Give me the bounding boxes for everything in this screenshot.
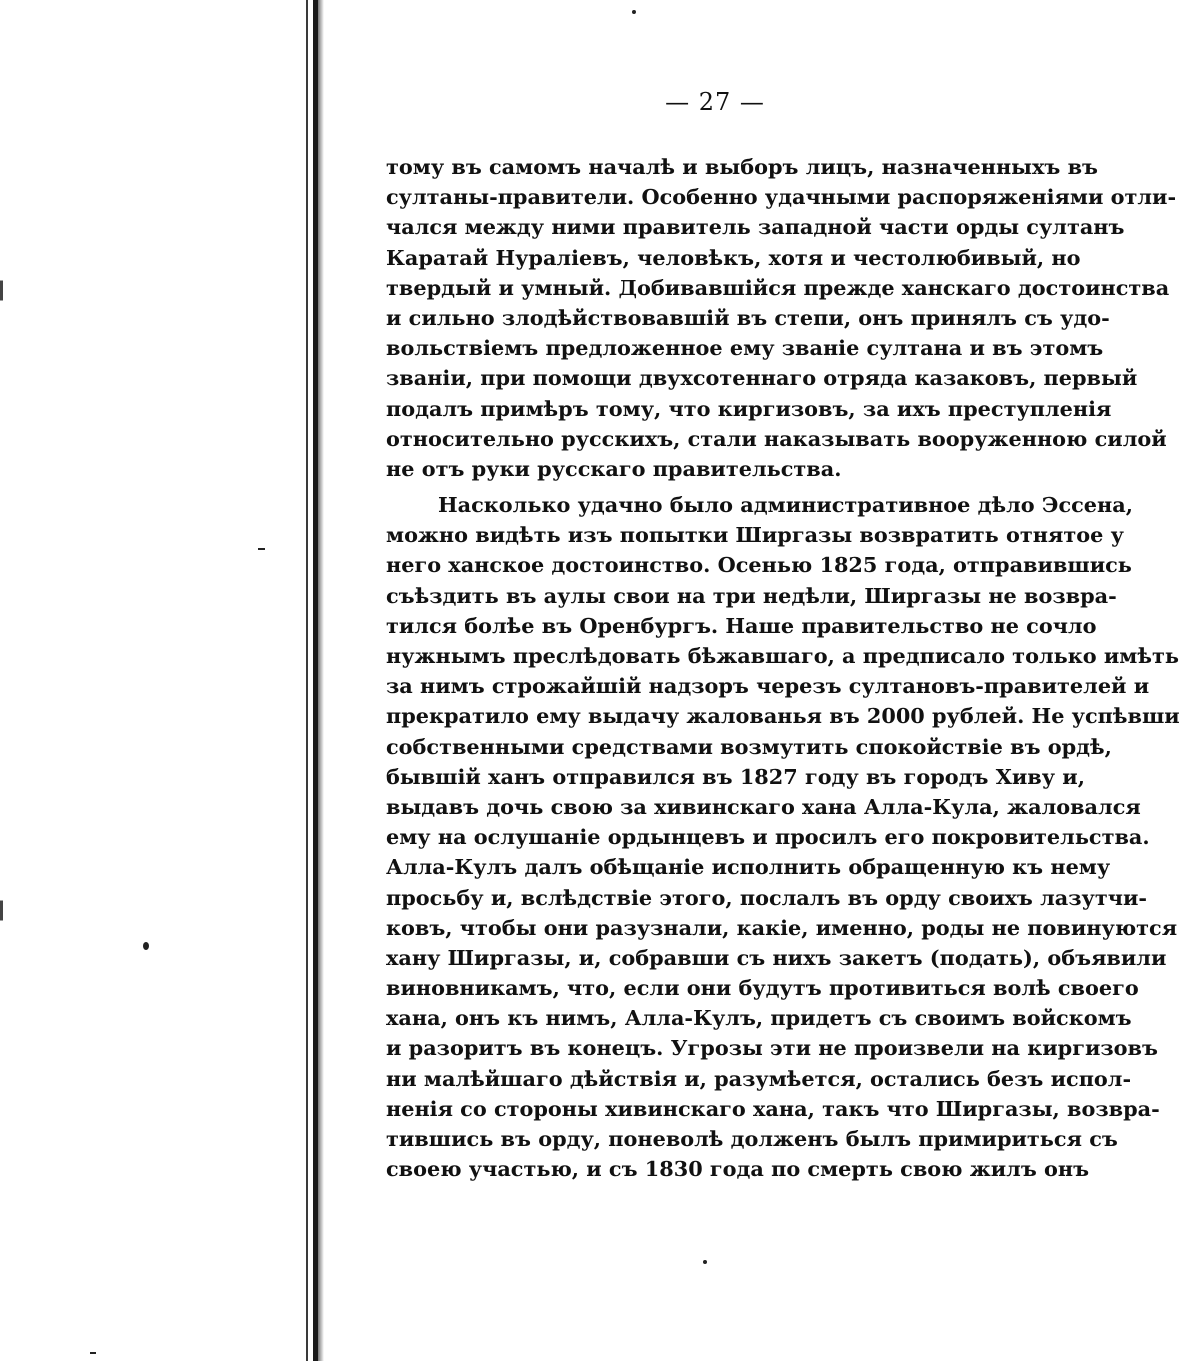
text-line: ни малѣйшаго дѣйствiя и, разумѣется, остались безъ испол-: [386, 1065, 1132, 1091]
gutter-line-inner: [306, 0, 308, 1361]
text-line: ковъ, чтобы они разузнали, какiе, именно, роды не повинуются: [386, 914, 1178, 940]
scan-speck: [90, 1352, 96, 1354]
text-line: и разоритъ въ конецъ. Угрозы эти не произвели на киргизовъ: [386, 1035, 1158, 1061]
text-line: ненiя со стороны хивинскаго хана, такъ что Ширгазы, возвра-: [386, 1095, 1160, 1121]
text-line: тому въ самомъ началѣ и выборъ лицъ, назначенныхъ въ: [386, 154, 1099, 179]
scan-edge: [0, 0, 3, 1361]
left-margin: [0, 0, 306, 1361]
text-line: званiи, при помощи двухсотеннаго отряда казаковъ, первый: [386, 365, 1138, 391]
text-line: не отъ руки русскаго правительства.: [386, 455, 842, 481]
text-line: просьбу и, вслѣдствiе этого, послалъ въ орду своихъ лазутчи-: [386, 884, 1148, 910]
text-line: съѣздить въ аулы свои на три недѣли, Ширгазы не возвра-: [386, 582, 1117, 608]
text-line: выдавъ дочь свою за хивинскаго хана Алла-Кула, жаловался: [386, 793, 1141, 819]
text-line: собственными средствами возмутить спокойствiе въ ордѣ,: [386, 733, 1112, 759]
text-line: виновникамъ, что, если они будутъ противиться волѣ своего: [386, 975, 1139, 1001]
text-line: подалъ примѣръ тому, что киргизовъ, за ихъ преступленiя: [386, 395, 1112, 421]
scan-speck: [143, 942, 149, 950]
text-line: бывшiй ханъ отправился въ 1827 году въ городъ Хиву и,: [386, 763, 1085, 789]
text-line: относительно русскихъ, стали наказывать вооруженною силой: [386, 425, 1167, 451]
text-line: своею участью, и съ 1830 года по смерть свою жилъ онъ: [386, 1156, 1090, 1182]
paragraph: [386, 152, 1177, 484]
gutter-shadow: [318, 0, 324, 1361]
text-line: чался между ними правитель западной части орды султанъ: [386, 214, 1125, 240]
text-line: тившись въ орду, поневолѣ долженъ былъ примириться съ: [386, 1126, 1118, 1151]
page-number: — 27 —: [665, 88, 765, 116]
scan-speck: [632, 10, 636, 14]
scan-speck: [258, 548, 265, 550]
text-line: Каратай Нуралiевъ, человѣкъ, хотя и честолюбивый, но: [386, 244, 1081, 270]
text-line: хану Ширгазы, и, собравши съ нихъ закетъ (подать), объявили: [386, 944, 1167, 970]
text-line: Алла-Кулъ далъ обѣщанiе исполнить обращенную къ нему: [386, 854, 1111, 880]
text-line: и сильно злодѣйствовавшiй въ степи, онъ принялъ съ удо-: [386, 304, 1110, 330]
text-line: вольствiемъ предложенное ему званiе султана и въ этомъ: [386, 335, 1104, 361]
text-line: султаны-правители. Особенно удачными распоряженiями отли-: [386, 184, 1177, 210]
text-line: хана, онъ къ нимъ, Алла-Кулъ, придетъ съ своимъ войскомъ: [386, 1005, 1132, 1031]
text-line: нужнымъ преслѣдовать бѣжавшаго, а предписало только имѣть: [386, 643, 1179, 668]
text-line: ему на ослушанiе ордынцевъ и просилъ его покровительства.: [386, 824, 1150, 850]
text-line: можно видѣть изъ попытки Ширгазы возвратить отнятое у: [386, 522, 1124, 548]
scan-speck: [703, 1260, 707, 1264]
text-line: прекратило ему выдачу жалованья въ 2000 рублей. Не успѣвши: [386, 703, 1180, 729]
body-text: [386, 152, 1180, 1184]
text-line: за нимъ строжайшiй надзоръ черезъ султановъ-правителей и: [386, 673, 1150, 699]
text-line: тился болѣе въ Оренбургъ. Наше правительство не сочло: [386, 612, 1097, 638]
text-line: него ханское достоинство. Осенью 1825 года, отправившись: [386, 552, 1132, 578]
text-line: Насколько удачно было административное дѣло Эссена,: [438, 492, 1133, 518]
text-line: твердый и умный. Добивавшiйся прежде ханскаго достоинства: [386, 274, 1170, 300]
paragraph: [386, 490, 1180, 1184]
